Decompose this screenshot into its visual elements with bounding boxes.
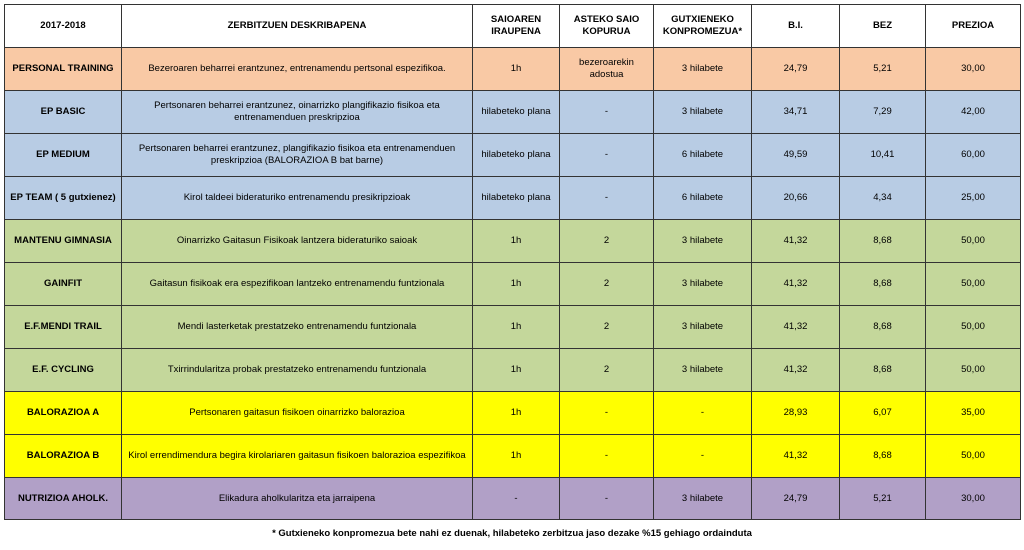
total-price: 42,00 (926, 91, 1021, 134)
weekly-sessions: 2 (560, 306, 654, 349)
session-duration: 1h (473, 306, 560, 349)
vat-amount: 8,68 (840, 306, 926, 349)
session-duration: 1h (473, 263, 560, 306)
weekly-sessions: - (560, 177, 654, 220)
service-name: EP MEDIUM (5, 134, 122, 177)
table-row (5, 392, 1021, 435)
session-duration: 1h (473, 220, 560, 263)
header-min-commitment: GUTXIENEKO KONPROMEZUA* (654, 5, 752, 48)
base-price: 41,32 (752, 306, 840, 349)
service-name: GAINFIT (5, 263, 122, 306)
weekly-sessions: bezeroarekin adostua (560, 48, 654, 91)
service-name: E.F.MENDI TRAIL (5, 306, 122, 349)
total-price: 50,00 (926, 349, 1021, 392)
base-price: 34,71 (752, 91, 840, 134)
vat-amount: 10,41 (840, 134, 926, 177)
service-description: Pertsonaren gaitasun fisikoen oinarrizko balorazioa (122, 392, 473, 435)
service-name: E.F. CYCLING (5, 349, 122, 392)
service-name: PERSONAL TRAINING (5, 48, 122, 91)
service-name: MANTENU GIMNASIA (5, 220, 122, 263)
service-description: Oinarrizko Gaitasun Fisikoak lantzera bideraturiko saioak (122, 220, 473, 263)
session-duration: 1h (473, 48, 560, 91)
table-row (5, 263, 1021, 306)
total-price: 50,00 (926, 435, 1021, 478)
min-commitment: 6 hilabete (654, 177, 752, 220)
header-weekly-sessions: ASTEKO SAIO KOPURUA (560, 5, 654, 48)
table-row (5, 435, 1021, 478)
weekly-sessions: 2 (560, 263, 654, 306)
base-price: 24,79 (752, 48, 840, 91)
total-price: 50,00 (926, 306, 1021, 349)
table-row (5, 220, 1021, 263)
service-description: Pertsonaren beharrei erantzunez, plangifikazio fisikoa eta entrenamenduen preskripzioa (BALORAZIOA B bat barne) (122, 134, 473, 177)
session-duration: 1h (473, 349, 560, 392)
min-commitment: 3 hilabete (654, 91, 752, 134)
service-description: Mendi lasterketak prestatzeko entrenamendu funtzionala (122, 306, 473, 349)
vat-amount: 8,68 (840, 435, 926, 478)
min-commitment: 3 hilabete (654, 220, 752, 263)
service-name: EP TEAM ( 5 gutxienez) (5, 177, 122, 220)
table-row (5, 478, 1021, 520)
min-commitment: 3 hilabete (654, 478, 752, 520)
table-row (5, 134, 1021, 177)
base-price: 41,32 (752, 263, 840, 306)
vat-amount: 8,68 (840, 263, 926, 306)
session-duration: 1h (473, 435, 560, 478)
service-name: EP BASIC (5, 91, 122, 134)
service-description: Txirrindularitza probak prestatzeko entrenamendu funtzionala (122, 349, 473, 392)
min-commitment: 6 hilabete (654, 134, 752, 177)
vat-amount: 7,29 (840, 91, 926, 134)
vat-amount: 4,34 (840, 177, 926, 220)
session-duration: hilabeteko plana (473, 91, 560, 134)
min-commitment: 3 hilabete (654, 349, 752, 392)
min-commitment: 3 hilabete (654, 48, 752, 91)
base-price: 41,32 (752, 220, 840, 263)
footnote: * Gutxieneko konpromezua bete nahi ez duenak, hilabeteko zerbitzua jaso dezake %15 gehiago ordainduta (272, 528, 752, 539)
base-price: 24,79 (752, 478, 840, 520)
total-price: 30,00 (926, 48, 1021, 91)
weekly-sessions: - (560, 478, 654, 520)
total-price: 30,00 (926, 478, 1021, 520)
weekly-sessions: - (560, 134, 654, 177)
total-price: 50,00 (926, 263, 1021, 306)
base-price: 28,93 (752, 392, 840, 435)
table-row (5, 306, 1021, 349)
price-table (4, 4, 1021, 520)
vat-amount: 6,07 (840, 392, 926, 435)
weekly-sessions: 2 (560, 349, 654, 392)
session-duration: 1h (473, 392, 560, 435)
weekly-sessions: - (560, 91, 654, 134)
table-row (5, 48, 1021, 91)
total-price: 35,00 (926, 392, 1021, 435)
weekly-sessions: 2 (560, 220, 654, 263)
service-description: Kirol errendimendura begira kirolariaren gaitasun fisikoen balorazioa espezifikoa (122, 435, 473, 478)
vat-amount: 8,68 (840, 349, 926, 392)
header-season: 2017-2018 (5, 5, 122, 48)
session-duration: hilabeteko plana (473, 134, 560, 177)
header-duration: SAIOAREN IRAUPENA (473, 5, 560, 48)
min-commitment: - (654, 392, 752, 435)
vat-amount: 5,21 (840, 478, 926, 520)
service-description: Bezeroaren beharrei erantzunez, entrenamendu pertsonal espezifikoa. (122, 48, 473, 91)
header-price: PREZIOA (926, 5, 1021, 48)
session-duration: hilabeteko plana (473, 177, 560, 220)
vat-amount: 5,21 (840, 48, 926, 91)
service-description: Pertsonaren beharrei erantzunez, oinarrizko plangifikazio fisikoa eta entrenamenduen preskripzioa (122, 91, 473, 134)
total-price: 25,00 (926, 177, 1021, 220)
base-price: 41,32 (752, 435, 840, 478)
vat-amount: 8,68 (840, 220, 926, 263)
table-row (5, 177, 1021, 220)
service-description: Kirol taldeei bideraturiko entrenamendu presikripzioak (122, 177, 473, 220)
service-name: BALORAZIOA B (5, 435, 122, 478)
weekly-sessions: - (560, 392, 654, 435)
service-name: BALORAZIOA A (5, 392, 122, 435)
session-duration: - (473, 478, 560, 520)
service-description: Elikadura aholkularitza eta jarraipena (122, 478, 473, 520)
service-description: Gaitasun fisikoak era espezifikoan lantzeko entrenamendu funtzionala (122, 263, 473, 306)
service-name: NUTRIZIOA AHOLK. (5, 478, 122, 520)
table-row (5, 349, 1021, 392)
header-vat: BEZ (840, 5, 926, 48)
total-price: 60,00 (926, 134, 1021, 177)
min-commitment: - (654, 435, 752, 478)
table-header-row (5, 5, 1021, 48)
header-base-price: B.I. (752, 5, 840, 48)
total-price: 50,00 (926, 220, 1021, 263)
min-commitment: 3 hilabete (654, 306, 752, 349)
base-price: 20,66 (752, 177, 840, 220)
base-price: 41,32 (752, 349, 840, 392)
min-commitment: 3 hilabete (654, 263, 752, 306)
weekly-sessions: - (560, 435, 654, 478)
base-price: 49,59 (752, 134, 840, 177)
header-description: ZERBITZUEN DESKRIBAPENA (122, 5, 473, 48)
table-row (5, 91, 1021, 134)
